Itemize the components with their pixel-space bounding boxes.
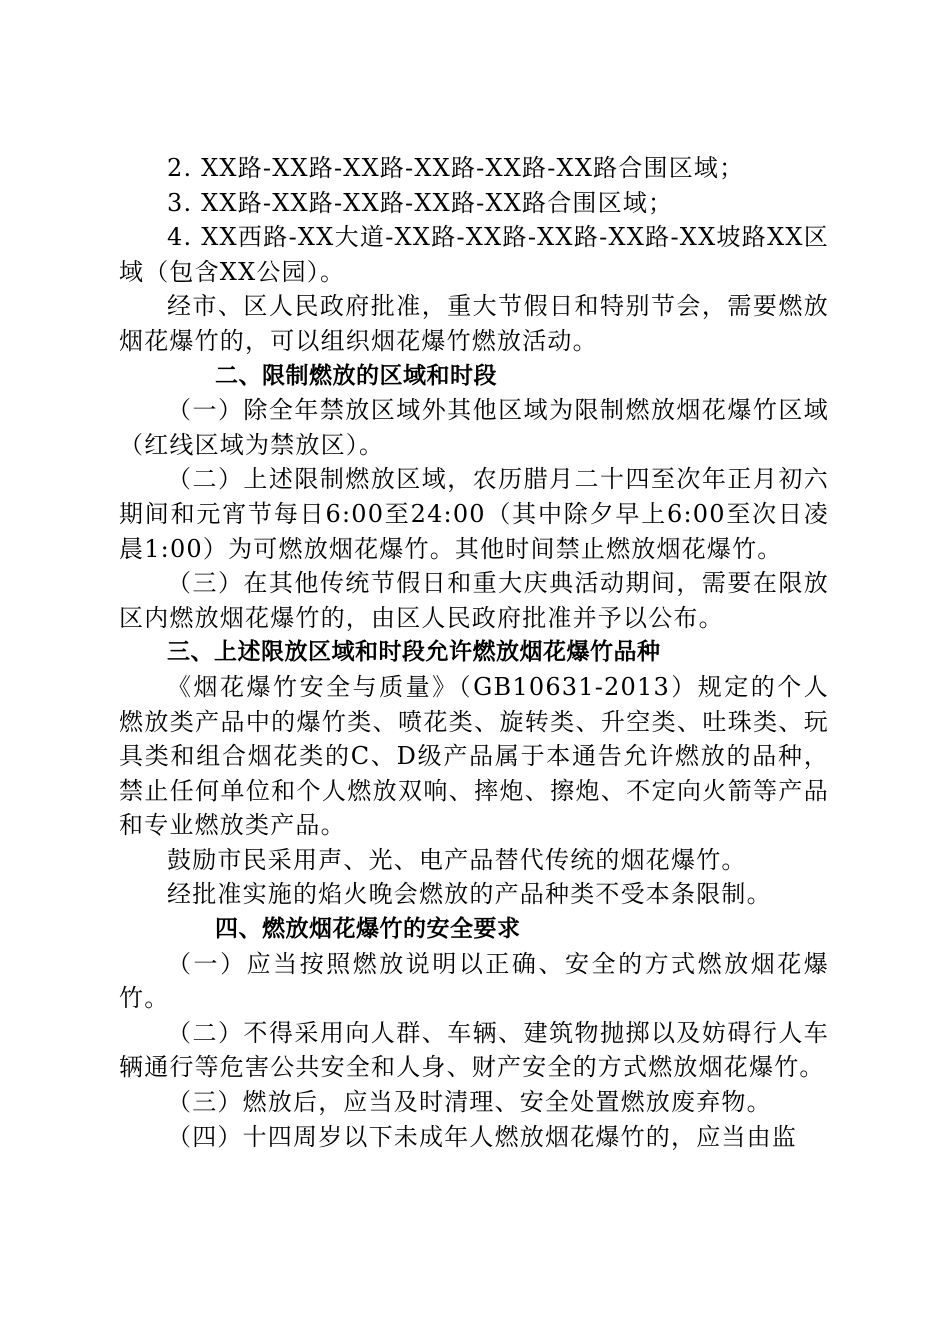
- paragraph: 经市、区人民政府批准，重大节假日和特别节会，需要燃放烟花爆竹的，可以组织烟花爆竹燃放活动。: [119, 292, 829, 355]
- section-heading: [119, 359, 829, 394]
- section-number: 二、: [215, 362, 262, 389]
- section-title: 燃放烟花爆竹的安全要求: [262, 916, 521, 943]
- paragraph: （三）在其他传统节假日和重大庆典活动期间，需要在限放区内燃放烟花爆竹的，由区人民政府批准并予以公布。: [119, 569, 829, 632]
- section-title: 限制燃放的区域和时段: [262, 362, 497, 389]
- paragraph: 4. XX西路-XX大道-XX路-XX路-XX路-XX路-XX坡路XX区域（包含XX公园）。: [119, 223, 829, 286]
- paragraph: （二）上述限制燃放区域，农历腊月二十四至次年正月初六期间和元宵节每日6:00至24:00（其中除夕早上6:00至次日凌晨1:00）为可燃放烟花爆竹。其他时间禁止燃放烟花爆竹。: [119, 465, 829, 563]
- paragraph: 3. XX路-XX路-XX路-XX路-XX路合围区域；: [167, 188, 674, 217]
- paragraph: 鼓励市民采用声、光、电产品替代传统的烟花爆竹。: [167, 845, 747, 874]
- section-number: 四、: [215, 916, 262, 943]
- section-heading: [119, 912, 829, 947]
- paragraph: （四）十四周岁以下未成年人燃放烟花爆竹的，应当由监: [167, 1122, 797, 1151]
- paragraph: （三）燃放后，应当及时清理、安全处置燃放废弃物。: [167, 1088, 772, 1117]
- paragraph: （一）除全年禁放区域外其他区域为限制燃放烟花爆竹区域（红线区域为禁放区）。: [119, 396, 829, 459]
- section-heading: [119, 635, 829, 670]
- section-title: 三、上述限放区域和时段允许燃放烟花爆竹品种: [167, 639, 661, 666]
- paragraph: 《烟花爆竹安全与质量》（GB10631-2013）规定的个人燃放类产品中的爆竹类、喷花类、旋转类、升空类、吐珠类、玩具类和组合烟花类的C、D级产品属于本通告允许燃放的品种，禁止任何单位和个人燃放双响、摔炮、擦炮、不定向火箭等产品和专业燃放类产品。: [119, 672, 829, 840]
- paragraph: （二）不得采用向人群、车辆、建筑物抛掷以及妨碍行人车辆通行等危害公共安全和人身、财产安全的方式燃放烟花爆竹。: [119, 1018, 829, 1082]
- document-body: [119, 151, 829, 1154]
- paragraph: 经批准实施的焰火晚会燃放的产品种类不受本条限制。: [167, 880, 772, 909]
- paragraph: 2. XX路-XX路-XX路-XX路-XX路-XX路合围区域；: [167, 154, 745, 182]
- paragraph: （一）应当按照燃放说明以正确、安全的方式燃放烟花爆竹。: [119, 949, 829, 1013]
